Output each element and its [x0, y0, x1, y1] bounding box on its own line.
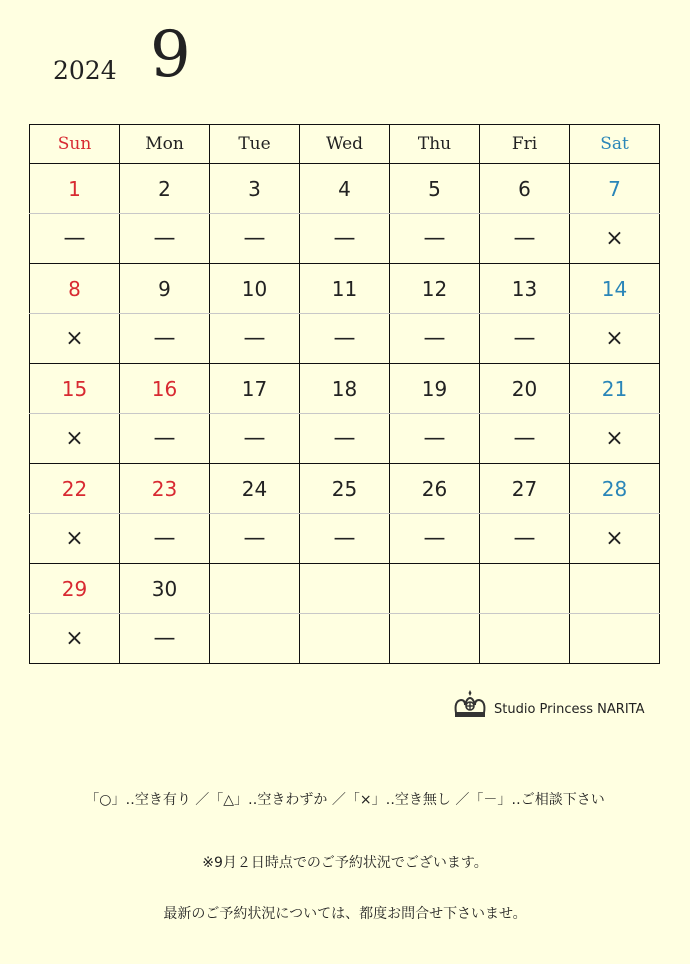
year-label: 2024	[53, 56, 117, 85]
week-date-row	[30, 364, 660, 414]
weekday-wed: Wed	[300, 125, 390, 164]
availability-legend: 「○」‥空き有り ／「△」‥空きわずか ／「×」‥空き無し ／「－」‥ご相談下さい	[85, 792, 605, 808]
date-cell: 17	[210, 364, 300, 414]
date-cell: 18	[300, 364, 390, 414]
status-cell: —	[480, 314, 570, 364]
status-cell: —	[480, 214, 570, 264]
date-cell	[390, 564, 480, 614]
date-cell: 5	[390, 164, 480, 214]
date-cell: 25	[300, 464, 390, 514]
crown-icon	[452, 689, 488, 719]
status-cell: —	[300, 514, 390, 564]
brand-logo	[452, 689, 644, 719]
date-cell: 28	[570, 464, 660, 514]
date-cell: 22	[30, 464, 120, 514]
weekday-sat: Sat	[570, 125, 660, 164]
status-cell: —	[30, 214, 120, 264]
weekday-sun: Sun	[30, 125, 120, 164]
date-cell	[210, 564, 300, 614]
date-cell: 13	[480, 264, 570, 314]
week-date-row	[30, 464, 660, 514]
brand-name: Studio Princess NARITA	[494, 701, 645, 717]
date-cell: 24	[210, 464, 300, 514]
date-cell: 26	[390, 464, 480, 514]
date-cell: 3	[210, 164, 300, 214]
as-of-note: ※9月２日時点でのご予約状況でございます。	[202, 855, 488, 871]
status-cell: —	[210, 214, 300, 264]
status-cell: —	[120, 214, 210, 264]
date-cell: 7	[570, 164, 660, 214]
status-cell: —	[210, 414, 300, 464]
month-label: 9	[150, 18, 191, 92]
status-cell: —	[480, 514, 570, 564]
date-cell: 19	[390, 364, 480, 414]
week-status-row	[30, 314, 660, 364]
status-cell: ×	[30, 514, 120, 564]
status-cell: —	[210, 514, 300, 564]
status-cell: —	[390, 214, 480, 264]
status-cell: ×	[570, 214, 660, 264]
status-cell: —	[120, 414, 210, 464]
status-cell: —	[390, 414, 480, 464]
status-cell	[570, 614, 660, 664]
status-cell: —	[120, 514, 210, 564]
status-cell	[210, 614, 300, 664]
date-cell: 9	[120, 264, 210, 314]
date-cell: 27	[480, 464, 570, 514]
date-cell: 21	[570, 364, 660, 414]
status-cell	[300, 614, 390, 664]
weekday-tue: Tue	[210, 125, 300, 164]
week-status-row	[30, 214, 660, 264]
status-cell: ×	[30, 314, 120, 364]
calendar-table	[29, 124, 660, 664]
weekday-header-row	[30, 125, 660, 164]
date-cell: 2	[120, 164, 210, 214]
date-cell: 14	[570, 264, 660, 314]
date-cell: 12	[390, 264, 480, 314]
date-cell: 20	[480, 364, 570, 414]
status-cell: —	[120, 314, 210, 364]
week-date-row	[30, 264, 660, 314]
week-date-row	[30, 564, 660, 614]
status-cell: —	[300, 414, 390, 464]
status-cell: ×	[570, 314, 660, 364]
status-cell: ×	[570, 514, 660, 564]
inquiry-note: 最新のご予約状況については、都度お問合せ下さいませ。	[163, 906, 527, 922]
status-cell: —	[390, 514, 480, 564]
weekday-fri: Fri	[480, 125, 570, 164]
date-cell: 6	[480, 164, 570, 214]
status-cell	[480, 614, 570, 664]
week-status-row	[30, 614, 660, 664]
status-cell: —	[300, 314, 390, 364]
date-cell: 1	[30, 164, 120, 214]
status-cell: —	[120, 614, 210, 664]
date-cell: 8	[30, 264, 120, 314]
status-cell: —	[210, 314, 300, 364]
status-cell: —	[480, 414, 570, 464]
date-cell: 4	[300, 164, 390, 214]
date-cell: 11	[300, 264, 390, 314]
status-cell: —	[300, 214, 390, 264]
week-status-row	[30, 414, 660, 464]
weekday-thu: Thu	[390, 125, 480, 164]
date-cell: 30	[120, 564, 210, 614]
date-cell: 23	[120, 464, 210, 514]
date-cell	[570, 564, 660, 614]
status-cell	[390, 614, 480, 664]
date-cell: 10	[210, 264, 300, 314]
date-cell: 29	[30, 564, 120, 614]
date-cell: 16	[120, 364, 210, 414]
status-cell: ×	[570, 414, 660, 464]
weekday-mon: Mon	[120, 125, 210, 164]
date-cell	[480, 564, 570, 614]
status-cell: —	[390, 314, 480, 364]
date-cell	[300, 564, 390, 614]
date-cell: 15	[30, 364, 120, 414]
status-cell: ×	[30, 614, 120, 664]
week-date-row	[30, 164, 660, 214]
week-status-row	[30, 514, 660, 564]
status-cell: ×	[30, 414, 120, 464]
